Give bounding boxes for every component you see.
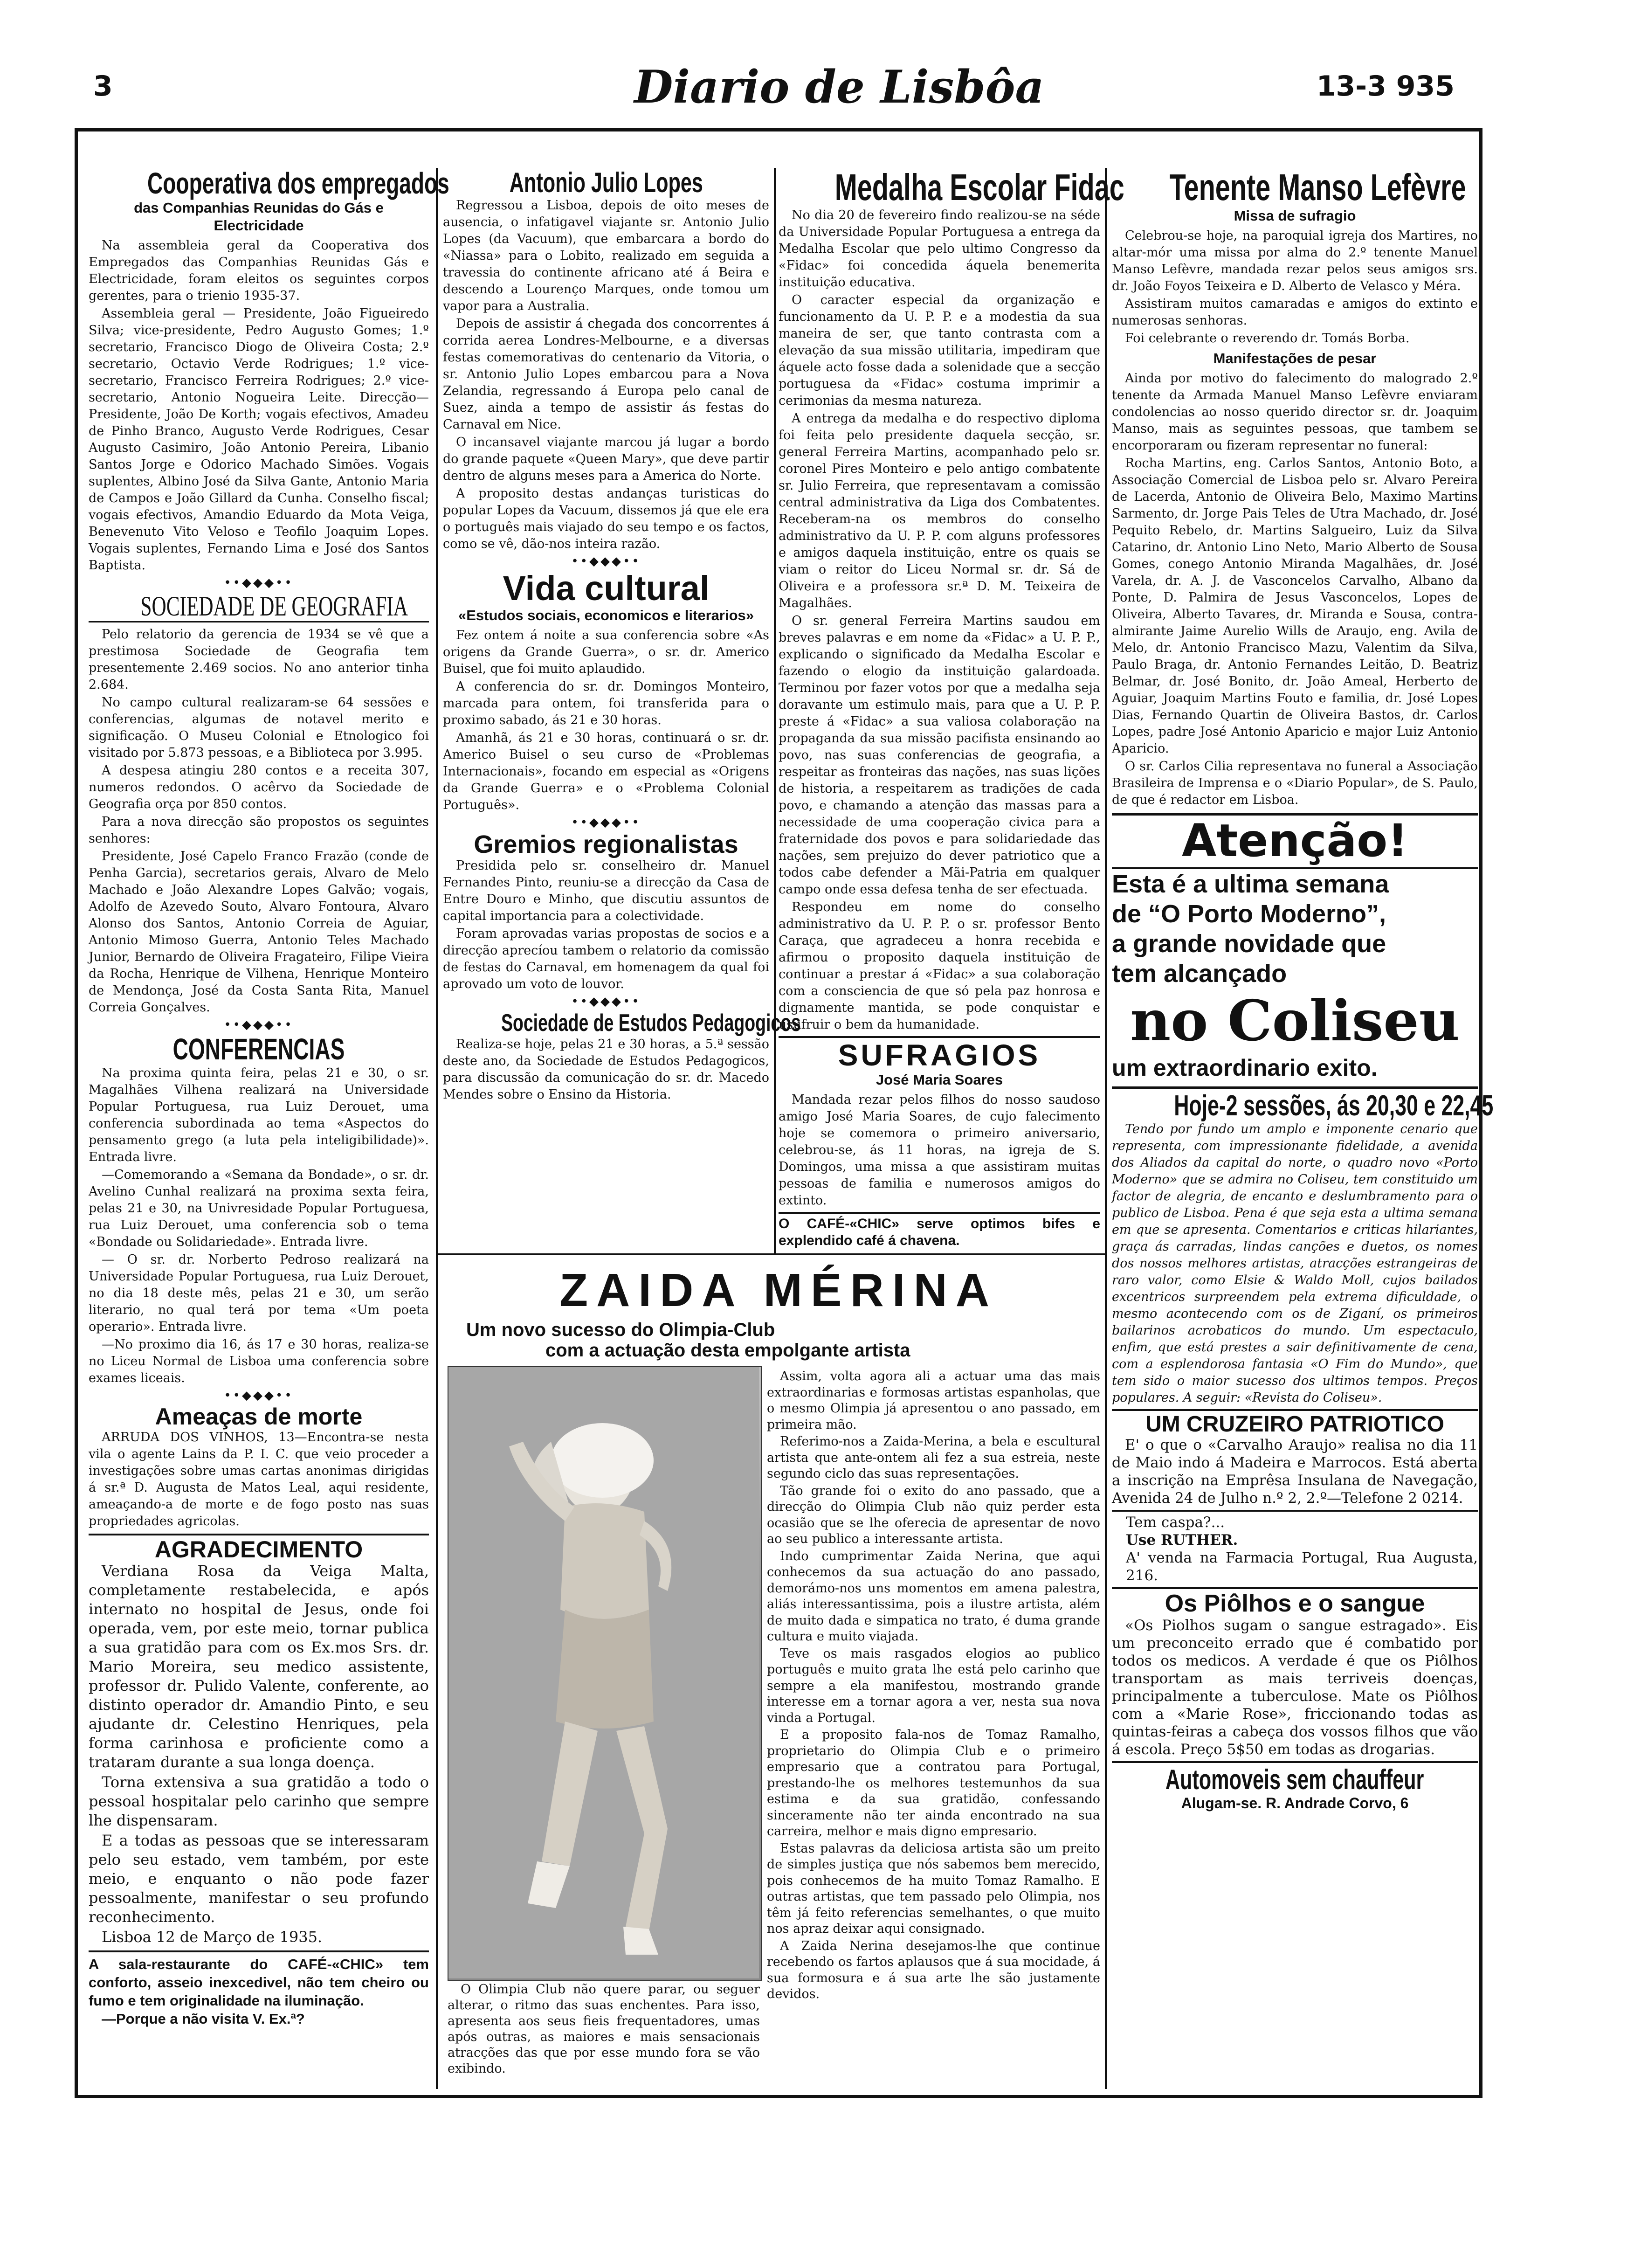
geografia-paragraph: No campo cultural realizaram-se 64 sessões e conferencias, algumas de notavel merito e significação. O Museu Colonial e Etnologico foi visitado por 5.873 pessoas, e a Biblioteca por 3.995. [89,695,429,761]
conferencias-paragraph: Na proxima quinta feira, pelas 21 e 30, o sr. Magalhães Vilhena realizará na Universidade Popular Portuguesa, rua Luiz Derouet, uma conferencia subordinada ao tema «Aspectos do pensamento grego (a luta pela inteligibilidade)». Entrada livre. [89,1066,429,1165]
geografia-paragraph: Pelo relatorio da gerencia de 1934 se vê que a prestimosa Sociedade de Geografia tem presentemente 2.469 socios. No ano anterior tinha 2.684. [89,627,429,692]
page-number: 3 [93,70,113,103]
cruzeiro-paragraph: E' o que o «Carvalho Araujo» realisa no dia 11 de Maio indo á Madeira e Marrocos. Está aberta a inscrição na Emprêsa Insulana de Navegação, Avenida 24 de Julho n.º 2, 2.º—Telefone 2 0214. [1112,1437,1478,1507]
chic-ad-question: —Porque a não visita V. Ex.ª? [102,2011,305,2027]
manso-subtitle-2: Manifestações de pesar [1213,350,1377,366]
manso-paragraph: Ainda por motivo do falecimento do malogrado 2.º tenente da Armada Manuel Manso Lefèvre enviaram condolencias ao nosso querido director sr. dr. Joaquim Manso, mais as seguintes pessoas, que tambem se encorporaram ou fizeram representar no funeral: [1112,371,1478,453]
ornament: ••◆◆◆•• [571,554,641,568]
pedagogicos-paragraph: Realiza-se hoje, pelas 21 e 30 horas, a 5.ª sessão deste ano, da Sociedade de Estudos Pedagogicos, para discussão da comunicação do sr. dr. Macedo Mendes sobre o Ensino da Historia. [443,1037,769,1102]
conferencias-title: CONFERENCIAS [172,1032,345,1066]
atencao-line: de “O Porto Moderno”, [1112,899,1386,928]
fidac-paragraph: O sr. general Ferreira Martins saudou em breves palavras e em nome da «Fidac» a U. P. P., explicando o significado da Medalha Escolar e fazendo o elogio da instituição galardoada. Terminou por fazer votos por que a medalha seja doravante um estimulo mais, para que a U. P. P. preste á «Fidac» a sua valiosa colaboração na propaganda da sua missão pacifista ensinando ao povo, nas suas conferencias de geografia, a respeitar as fronteiras das nações, nas suas lições de historia, a respeitarem as tradições de cada povo, e chamando a atenção das massas para a necessidade de uma cooperação civica para a fraternidade dos povos e para solidariedade das nações, sem prejuizo do dever patriotico que a todos cabe defender a Mãi-Patria em qualquer campo onde essa defesa tenha de ser efectuada. [779,614,1100,897]
column-rule [1105,168,1107,2089]
piolhos-title: Os Piôlhos e o sangue [1165,1590,1425,1618]
zaida-photo-caption: O Olimpia Club não quere parar, ou seguer alterar, o ritmo das suas enchentes. Para isso, apresenta aos seus fieis frequentadores, umas após outras, as maiores e mais sensacionais atracções das que por esse mundo fora se vão exibindo. [448,1982,760,2076]
agradecimento-paragraph: E a todas as pessoas que se interessaram pelo seu estado, vem também, por este meio, e enquanto o não pode fazer pessoalmente, manifestar o seu profundo reconhecimento. [89,1832,429,1926]
ornament: ••◆◆◆•• [224,1018,294,1032]
zaida-paragraph: Indo cumprimentar Zaida Nerina, que aqui conhecemos da sua actuação do ano passado, demorámo-nos uns momentos em amena palestra, aliás interessantissima, pois a ilustre artista, além de muito dada e simpatica no trato, é duma grande cultura e muito viajada. [767,1549,1100,1644]
zaida-paragraph: Estas palavras da deliciosa artista são um preito de simples justiça que nós sabemos bem merecido, pois conhecemos de ha muito Tomaz Ramalho. E outras artistas, que tem passado pelo Olimpia, nos têm já feito referencias semelhantes, o que muito nos apraz deixar aqui consignado. [767,1841,1100,1936]
column-2 [443,167,801,1104]
cruzeiro-title: UM CRUZEIRO PATRIOTICO [1145,1411,1444,1437]
column-3 [779,166,1124,1249]
fidac-title: Medalha Escolar Fidac [834,166,1124,208]
column-rule [436,168,438,2089]
lopes-title: Antonio Julio Lopes [509,167,703,198]
atencao-line: Esta é a ultima semana [1112,870,1389,898]
atencao-big: no Coliseu [1130,988,1460,1054]
zaida-paragraph: Teve os mais rasgados elogios ao publico português e muito grata lhe está pelo carinho que sempre a ela manifestou, mostrando grande interesse em a tornar agora a ver, nesta sua nova vinda a Portugal. [767,1646,1100,1725]
dancer-figure [448,1367,759,1978]
ornament: ••◆◆◆•• [571,815,641,830]
fidac-paragraph: Respondeu em nome do conselho administrativo da U. P. P. o sr. professor Bento Caraça, que agradeceu a honra recebida e afirmou o proposito daquela instituição de continuar a prestar á «Fidac» a sua colaboração com a consciencia de que só pela paz honrosa e dignamente mantida, se pode conquistar e usufruir o bem da humanidade. [779,900,1100,1032]
zaida-title: ZAIDA MÉRINA [559,1264,998,1316]
coop-subtitle: das Companhias Reunidas do Gás e Electricidade [134,200,384,234]
vida-paragraph: Fez ontem á noite a sua conferencia sobre «As origens da Grande Guerra», o sr. dr. Americo Buisel, que foi muito aplaudido. [443,628,769,676]
gremios-paragraph: Foram aprovadas varias propostas de socios e a direcção aprecíou tambem o relatorio da comissão de festas do Carnaval, em homenagem da qual foi aprovado um voto de louvor. [443,927,769,992]
atencao-title: Atenção! [1181,815,1408,867]
chic-line: O CAFÉ-«CHIC» serve optimos bifes e explendido café á chavena. [779,1212,1100,1249]
agradecimento-paragraph: Verdiana Rosa da Veiga Malta, completamente restabelecida, e após internato no hospital de Jesus, onde foi operada, vem, por este meio, tornar publica a sua gratidão para com os Ex.mos Srs. dr. Mario Moreira, seu medico assistente, professor dr. Pulido Valente, conferente, ao distinto operador dr. Amandio Pinto, e seu ajudante dr. Celestino Henriques, pela forma carinhosa e proficiente como a trataram durante a sua longa doença. [89,1562,429,1771]
lopes-paragraph: O incansavel viajante marcou já lugar a bordo do grande paquete «Queen Mary», que deve partir dentro de alguns meses para a America do Norte. [443,435,769,483]
column-rule [774,168,776,1254]
fidac-paragraph: A entrega da medalha e do respectivo diploma foi feita pelo presidente daquela secção, sr. general Ferreira Martins, acompanhado pelo sr. coronel Pires Monteiro e pelo antigo combatente sr. Julio Ferreira, que representavam a comissão central administrativa da Liga dos Combatentes. Receberam-na os membros do conselho administrativo da U. P. P. com alguns professores e amigos daquela instituição, entre os quais se viam o reitor do Liceu Normal sr. dr. Sá de Oliveira e a professora sr.ª D. M. Teixeira de Magalhães. [779,411,1100,610]
lopes-paragraph: Depois de assistir á chegada dos concorrentes á corrida aerea Londres-Melbourne, e a diversas festas comemorativas do centenario da Vitoria, o sr. Antonio Julio Lopes embarcou para a Nova Zelandia, regressando á Europa pelo canal de Suez, ainda a tempo de assistir ás festas do Carnaval em Nice. [443,317,769,432]
ornament: ••◆◆◆•• [224,1389,294,1403]
geografia-paragraph: Presidente, José Capelo Franco Frazão (conde de Penha Garcia), secretarios gerais, Alvaro de Melo Machado e João Alexandre Lopes Galvão; vogais, Adolfo de Azevedo Souto, Alvaro Fontoura, Alvaro Alonso dos Santos, Antonio Correia de Aguiar, Antonio Mimoso Guerra, Antonio Teles Machado Junior, Bernardo de Oliveira Fragateiro, Filipe Vieira da Rocha, Henrique de Vilhena, Henrique Monteiro de Mendonça, José da Costa Santa Rita, Manuel Correia Gonçalves. [89,849,429,1015]
column-1 [89,166,449,2028]
ameacas-paragraph: ARRUDA DOS VINHOS, 13—Encontra-se nesta vila o agente Lains da P. I. C. que veio proceder a investigações sobre umas cartas anonimas dirigidas á sr.ª D. Augusta de Matos Leal, aqui residente, ameaçando-a de morte e de fogo posto nas suas propriedades agricolas. [89,1430,429,1528]
caspa-line: Tem caspa?... [1126,1514,1225,1531]
fidac-paragraph: O caracter especial da organização e funcionamento da U. P. P. e a modestia da sua maneira de ser, que tanto contrasta com a elevação da sua missão utilitaria, impediram que áquele acto fosse dada a solenidade que a secção portuguesa da «Fidac» costuma imprimir a cerimonias da mesma natureza. [779,293,1100,408]
column-4 [1112,166,1494,1812]
masthead: Diario de Lisbôa [634,61,1044,113]
zaida-paragraph: Tão grande foi o exito do ano passado, que a direcção do Olimpia Club não quiz perder esta ocasião que se lhe oferecia de apresentar de novo ao seu publico a interessante artista. [767,1483,1100,1546]
manso-paragraph: Rocha Martins, eng. Carlos Santos, Antonio Boto, a Associação Comercial de Lisboa pelo sr. Alvaro Pereira de Lacerda, Antonio de Oliveira Belo, Maximo Martins Sarmento, dr. Jorge Pais Teles de Utra Machado, dr. José Pequito Rebelo, dr. Martins Salgueiro, Luiz da Silva Catarino, dr. Antonio Lino Neto, Mario Alberto de Sousa Gomes, conego Antonio Miranda Magalhães, dr. José Varela, dr. A. J. de Vasconcelos Carvalho, Albano da Ponte, D. Palmira de Jesus Vasconcelos, Lopes de Oliveira, Alberto Tavares, dr. Miranda e Sousa, contra-almirante Jaime Aurelio Wills de Araujo, eng. Avila de Melo, dr. Antonio Francisco Mazu, Valentim da Silva, Paulo Braga, dr. Antonio Fernandes Leitão, D. Beatriz Belmar, dr. José Bonito, dr. João Ameal, Herberto de Aguiar, Joaquim Martins Fouto e familia, dr. José Lopes Dias, Fernando Quartin de Oliveira Bastos, dr. Carlos Lopes, padre José Antonio Aparicio e major Luiz Antonio Aparicio. [1112,456,1478,756]
agradecimento-signoff: Lisboa 12 de Março de 1935. [102,1928,323,1946]
conferencias-paragraph: — O sr. dr. Norberto Pedroso realizará na Universidade Popular Portuguesa, rua Luiz Derouet, no dia 18 deste mês, pelas 21 e 30, um serão literario, no qual terá por tema «Um poeta operario». Entrada livre. [89,1252,429,1335]
zaida-paragraph: E a proposito fala-nos de Tomaz Ramalho, proprietario do Olimpia Club e o primeiro empresario que a contratou para Portugal, prestando-lhe os melhores testemunhos da sua estima e da sua gratidão, confessando sinceramente não ter ainda encontrado na sua carreira, melhor e mais digno empresario. [767,1728,1100,1839]
manso-title: Tenente Manso Lefèvre [1169,166,1466,208]
sufragios-title: SUFRAGIOS [838,1038,1041,1072]
manso-paragraph: Celebrou-se hoje, na paroquial igreja dos Martires, no altar-mór uma missa por alma do 2.º tenente Manuel Manso Lefèvre, mandada rezar pelos seus amigos srs. dr. João Foyos Teixeira e D. Alberto de Velasco y Méra. [1112,228,1478,293]
ornament: ••◆◆◆•• [224,576,294,590]
atencao-line: um extraordinario exito. [1112,1054,1378,1081]
sufragios-paragraph: Mandada rezar pelos filhos do nosso saudoso amigo José Maria Soares, de cujo falecimento hoje se comemora o primeiro aniversario, celebrou-se, ás 11 horas, na igreja de S. Domingos, uma missa a que assistiram muitas pessoas de familia e numerosos amigos do extinto. [779,1093,1100,1208]
atencao-line: tem alcançado [1112,959,1287,988]
geografia-title: SOCIEDADE DE GEOGRAFIA [140,591,408,622]
zaida-paragraph: Referimo-nos a Zaida-Merina, a bela e escultural artista que ante-ontem ali fez a sua estreia, neste segundo ciclo das suas representações. [767,1434,1100,1481]
zaida-text-column [767,1369,1100,2004]
zaida-caption-column [448,1982,760,2078]
zaida-subtitle: com a actuação desta empolgante artista [545,1340,910,1361]
zaida-paragraph: A Zaida Nerina desejamos-lhe que continue recebendo os fartos aplausos que á sua mocidade, á sua formosura e á sua arte lhe são justamente devidos. [767,1938,1100,2001]
agradecimento-paragraph: Torna extensiva a sua gratidão a todo o pessoal hospitalar pelo carinho que sempre lhe dispensaram. [89,1773,429,1830]
ornament: ••◆◆◆•• [571,995,641,1009]
manso-paragraph: O sr. Carlos Cilia representava no funeral a Associação Brasileira de Imprensa e o «Diario Popular», de S. Paulo, de que é redactor em Lisboa. [1112,759,1478,807]
issue-date: 13-3 935 [1316,70,1455,103]
manso-paragraph: Assistiram muitos camaradas e amigos do extinto e numerosas senhoras. [1112,297,1478,328]
chic-ad-text: A sala-restaurante do CAFÉ-«CHIC» tem conforto, asseio inexcedivel, não tem cheiro ou fumo e tem originalidade na iluminação. [89,1956,429,2009]
manso-subtitle: Missa de sufragio [1234,207,1356,224]
hoje-title: Hoje-2 sessões, ás 20,30 e 22,45 [1174,1089,1494,1122]
ameacas-title: Ameaças de morte [155,1404,363,1430]
caspa-line: A' venda na Farmacia Portugal, Rua Augusta, 216. [1126,1549,1478,1584]
piolhos-paragraph: «Os Piolhos sugam o sangue estragado». Eis um preconceito errado que é combatido por todos os medicos. A verdade é que os Piôlhos transportam as mais terriveis doenças, principalmente a tuberculose. Mate os Piôlhos com a «Marie Rose», friccionando todas as quintas-feiras a cabeça dos vossos filhos que vão á escola. Preço 5$50 em todas as drogarias. [1112,1617,1478,1758]
coop-paragraph: Na assembleia geral da Cooperativa dos Empregados das Companhias Reunidas Gás e Electricidade, foram eleitos os seguintes corpos gerentes, para o trienio 1935-37. [89,238,429,304]
lopes-paragraph: A proposito destas andanças turisticas do popular Lopes da Vacuum, dissemos já que ele era o português mais viajado do seu tempo e os factos, como se vê, dão-nos inteira razão. [443,486,769,551]
vida-paragraph: A conferencia do sr. dr. Domingos Monteiro, marcada para ontem, foi transferida para o proximo sabado, ás 21 e 30 horas. [443,679,769,727]
geografia-paragraph: Para a nova direcção são propostos os seguintes senhores: [89,815,429,846]
conferencias-paragraph: —Comemorando a «Semana da Bondade», o sr. dr. Avelino Cunhal realizará na proxima sexta feira, pelas 21 e 30, na Univresidade Popular Portuguesa, rua Luiz Derouet, uma conferencia sob o tema «Bondade ou Solidariedade». Entrada livre. [89,1168,429,1250]
conferencias-paragraph: —No proximo dia 16, ás 17 e 30 horas, realiza-se no Liceu Normal de Lisboa uma conferencia sobre exames liceais. [89,1337,429,1386]
agradecimento-title: AGRADECIMENTO [89,1534,429,1562]
pedagogicos-title: Sociedade de Estudos Pedagogicos [501,1010,801,1037]
lopes-paragraph: Regressou a Lisboa, depois de oito meses de ausencia, o infatigavel viajante sr. Antonio Julio Lopes (da Vacuum), que embarcara a bordo do «Niassa» para o Lobito, realizado em seguida a travessia do continente africano até á Beira e descendo a Lourenço Marques, onde tomou um vapor para a Australia. [443,198,769,313]
geografia-paragraph: A despesa atingiu 280 contos e a receita 307, numeros redondos. O acêrvo da Sociedade de Geografia orça por 850 contos. [89,763,429,812]
gremios-title: Gremios regionalistas [474,830,738,858]
zaida-photo [448,1366,762,1981]
automoveis-text: Alugam-se. R. Andrade Corvo, 6 [1181,1794,1409,1812]
atencao-ad [1112,813,1478,1082]
gremios-paragraph: Presidida pelo sr. conselheiro dr. Manuel Fernandes Pinto, reuniu-se a direcção da Casa de Entre Douro e Minho, que discutiu assuntos de capital importancia para a colectividade. [443,858,769,924]
fidac-paragraph: No dia 20 de fevereiro findo realizou-se na séde da Universidade Popular Portuguesa a entrega da Medalha Escolar que pelo ultimo Congresso da «Fidac» foi concedida áquela benemerita instituição educativa. [779,208,1100,290]
coop-paragraph: Assembleia geral — Presidente, João Figueiredo Silva; vice-presidente, Pedro Augusto Gomes; 1.º secretario, Francisco Diogo de Oliveira Costa; 2.º secretario, Octavio Verde Rodrigues; 1.º vice-secretario, Francisco Ferreira Rodrigues; 2.º vice-secretario, Antonio Nogueira Leite. Direcção—Presidente, João De Korth; vogais efectivos, Amadeu de Pinho Branco, Augusto Verde Rodrigues, Cesar Augusto Casimiro, João Antonio Pereira, Libanio Santos Jorge e Odorico Machado Simões. Vogais suplentes, Albino José da Silva Gante, Antonio Maria de Campos e João Gillard da Cunha. Conselho fiscal; vogais efectivos, Amandio Eduardo da Mota Veiga, Benevenuto Vito Veloso e Teofilo Joaquim Lopes. Vogais suplentes, Fernando Lima e José dos Santos Baptista. [89,306,429,573]
sufragios-subtitle: José Maria Soares [876,1072,1003,1088]
caspa-line: Use RUTHER. [1126,1532,1238,1549]
hoje-paragraph: Tendo por fundo um amplo e imponente cenario que representa, com impressionante fidelidade, a avenida dos Aliados da capital do norte, o quadro novo «Porto Moderno» que se admira no Coliseu, tem constituido um factor de alegria, de encanto e deslumbramento para o publico de Lisboa. Pena é que seja esta a ultima semana em que se apresenta. Comentarios e criticas hilariantes, graça ás carradas, lindas canções e duetos, os nomes dos nossos melhores artistas, atracções estrangeiras de raro valor, como Elsie & Waldo Moll, cujos bailados excentricos surpreendem pela extrema dificuldade, o mesmo acontecendo com os de Ziganí, os primeiros bailarinos acrobaticos do mundo. Um espectaculo, enfim, que está prestes a sair definitivamente de cena, com a esplendorosa fantasia «O Fim do Mundo», que tem sido o maior sucesso dos ultimos tempos. Preços populares. A seguir: «Revista do Coliseu». [1112,1121,1478,1405]
zaida-paragraph: Assim, volta agora ali a actuar uma das mais extraordinarias e formosas artistas espanholas, que o mesmo Olimpia já apresentou o ano passado, em primeira mão. [767,1369,1100,1432]
automoveis-title: Automoveis sem chauffeur [1165,1763,1424,1795]
vida-title: Vida cultural [503,569,710,608]
coop-title: Cooperativa dos empregados [147,166,449,200]
section-rule [438,1253,1105,1255]
vida-subtitle: «Estudos sociais, economicos e literarios» [458,607,754,623]
vida-paragraph: Amanhã, ás 21 e 30 horas, continuará o sr. dr. Americo Buisel o seu curso de «Problemas Internacionais», focando em especial as «Origens da Grande Guerra» e o «Problema Colonial Português». [443,730,769,812]
manso-paragraph: Foi celebrante o reverendo dr. Tomás Borba. [1125,331,1410,346]
zaida-subtitle: Um novo sucesso do Olimpia-Club [466,1320,775,1340]
atencao-line: a grande novidade que [1112,929,1386,958]
